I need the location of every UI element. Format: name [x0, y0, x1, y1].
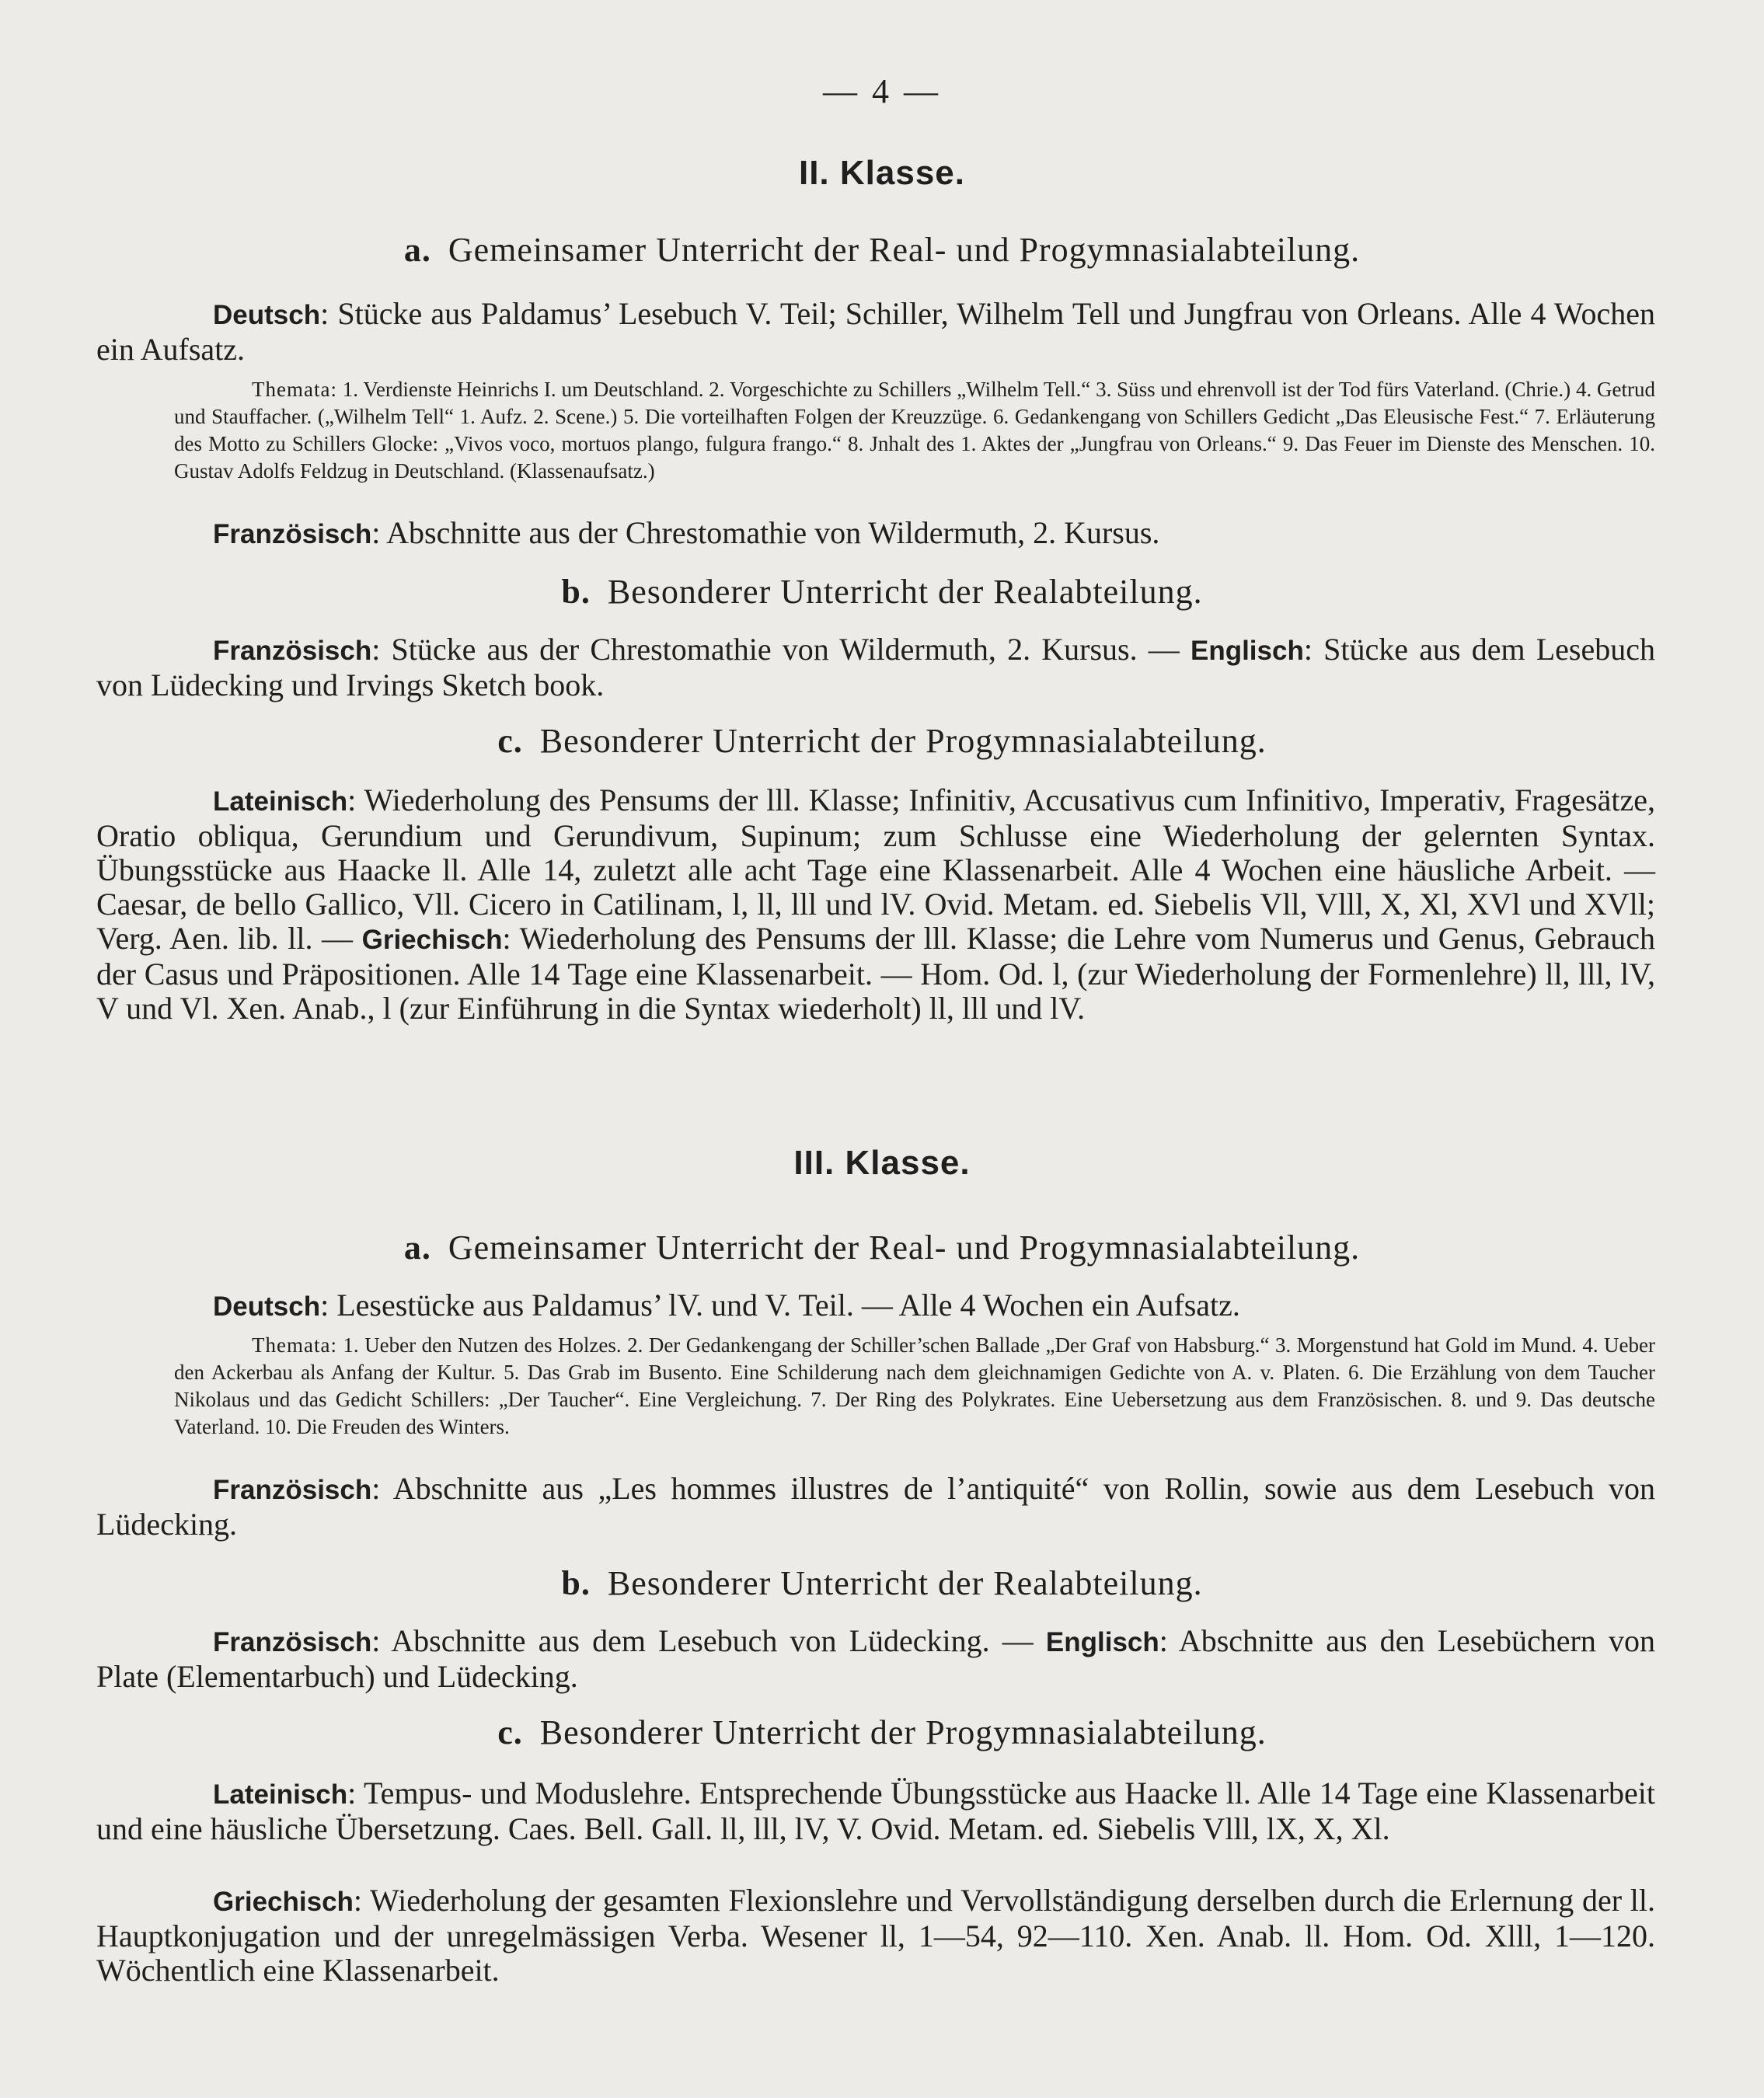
section-letter: c.: [497, 722, 523, 760]
themata-label: Themata:: [252, 1333, 337, 1357]
section-title: Gemeinsamer Unterricht der Real- und Progymnasialabteilung.: [448, 1228, 1361, 1267]
section-letter: a.: [403, 231, 431, 269]
class-3-deutsch-paragraph: [96, 1288, 1655, 1324]
class-2-themata-paragraph: [174, 376, 1655, 485]
subject-text: : Stücke aus der Chrestomathie von Wildermuth, 2. Kursus. —: [371, 632, 1191, 667]
subject-label-griechisch: Griechisch: [361, 925, 503, 955]
class-2-section-a-heading: [0, 230, 1764, 270]
section-title: Besonderer Unterricht der Realabteilung.: [607, 573, 1203, 611]
section-letter: b.: [561, 1564, 591, 1602]
subject-text: : Wiederholung der gesamten Flexionslehre und Vervollständigung derselben durch die Erlernung der ll. Hauptkonjugation und der unregelmässigen Verba. Wesener ll, 1—54, 92—110. Xen. Anab. ll. Hom. Od. Xlll, 1—120. Wöchentlich eine Klassenarbeit.: [96, 1883, 1655, 1988]
class-3-section-a-heading: [0, 1228, 1764, 1267]
subject-label-franzoesisch: Französisch: [213, 1475, 372, 1505]
subject-text: : Stücke aus dem Lesebuch von Lüdecking und Irvings Sketch book.: [96, 632, 1656, 702]
subject-label-deutsch: Deutsch: [213, 1291, 321, 1322]
class-3-section-c-heading: [0, 1713, 1764, 1752]
class-2-section-b-heading: [0, 572, 1764, 612]
section-title: Besonderer Unterricht der Progymnasialabteilung.: [539, 1713, 1267, 1751]
subject-text: : Abschnitte aus dem Lesebuch von Lüdecking. —: [371, 1623, 1046, 1658]
subject-label-franzoesisch: Französisch: [213, 636, 372, 666]
subject-text: : Abschnitte aus den Lesebüchern von Plate (Elementarbuch) und Lüdecking.: [96, 1623, 1655, 1694]
section-letter: a.: [403, 1228, 431, 1267]
class-3-heading: III. Klasse.: [793, 1144, 971, 1182]
page-number: — 4 —: [823, 72, 941, 110]
section-title: Besonderer Unterricht der Progymnasialabteilung.: [539, 722, 1267, 760]
themata-text: 1. Ueber den Nutzen des Holzes. 2. Der Gedankengang der Schiller’schen Ballade „Der Graf von Habsburg.“ 3. Morgenstund hat Gold im Mund. 4. Ueber den Ackerbau als Anfang der Kultur. 5. Das Grab im Busento. Eine Schilderung nach dem gleichnamigen Gedichte von A. v. Platen. 6. Die Erzählung von dem Taucher Nikolaus und das Gedicht Schillers: „Der Taucher“. Eine Vergleichung. 7. Der Ring des Polykrates. Eine Uebersetzung aus dem Französischen. 8. und 9. Das deutsche Vaterland. 10. Die Freuden des Winters.: [174, 1333, 1655, 1438]
subject-text: : Abschnitte aus „Les hommes illustres de l’antiquité“ von Rollin, sowie aus dem Lesebuch von Lüdecking.: [96, 1471, 1655, 1542]
subject-text: : Wiederholung des Pensums der lll. Klasse; Infinitiv, Accusativus cum Infinitivo, Imperativ, Fragesätze, Oratio obliqua, Gerundium und Gerundivum, Supinum; zum Schlusse eine Wiederholung der gelernten Syntax. Übungsstücke aus Haacke ll. Alle 14, zuletzt alle acht Tage eine Klassenarbeit. Alle 4 Wochen eine häusliche Arbeit. — Caesar, de bello Gallico, Vll. Cicero in Catilinam, l, ll, lll und lV. Ovid. Metam. ed. Siebelis Vll, Vlll, X, Xl, XVl und XVll; Verg. Aen. lib. ll. —: [96, 782, 1655, 956]
class-2-heading: II. Klasse.: [798, 154, 965, 192]
section-letter: c.: [497, 1713, 523, 1751]
themata-label: Themata:: [252, 378, 337, 401]
class-3-lateinisch-paragraph: [96, 1776, 1655, 1846]
class-3-griechisch-paragraph: [96, 1884, 1655, 1988]
subject-text: : Wiederholung des Pensums der lll. Klasse; die Lehre vom Numerus und Genus, Gebrauch der Casus und Präpositionen. Alle 14 Tage eine Klassenarbeit. — Hom. Od. l, (zur Wiederholung der Formenlehre) ll, lll, lV, V und Vl. Xen. Anab., l (zur Einführung in die Syntax wiederholt) ll, lll und lV.: [96, 921, 1655, 1026]
section-title: Gemeinsamer Unterricht der Real- und Progymnasialabteilung.: [448, 231, 1361, 269]
subject-label-lateinisch: Lateinisch: [213, 786, 348, 817]
class-2-deutsch-paragraph: [96, 297, 1655, 367]
subject-label-englisch: Englisch: [1045, 1627, 1159, 1657]
class-2-section-c-heading: [0, 721, 1764, 761]
class-3-franzoesisch-paragraph: [96, 1472, 1655, 1542]
section-letter: b.: [561, 573, 591, 611]
class-2-franzoesisch-paragraph: [96, 516, 1655, 552]
subject-label-griechisch: Griechisch: [213, 1887, 354, 1917]
subject-label-franzoesisch: Französisch: [213, 519, 372, 549]
subject-label-lateinisch: Lateinisch: [213, 1779, 348, 1810]
subject-text: : Tempus- und Moduslehre. Entsprechende Übungsstücke aus Haacke ll. Alle 14 Tage eine Klassenarbeit und eine häusliche Übersetzung. Caes. Bell. Gall. ll, lll, lV, V. Ovid. Metam. ed. Siebelis Vlll, lX, X, Xl.: [96, 1776, 1655, 1846]
section-title: Besonderer Unterricht der Realabteilung.: [607, 1564, 1203, 1602]
class-2-progymnasial-paragraph: [96, 783, 1655, 1026]
subject-text: : Stücke aus Paldamus’ Lesebuch V. Teil; Schiller, Wilhelm Tell und Jungfrau von Orleans. Alle 4 Wochen ein Aufsatz.: [96, 296, 1655, 367]
class-3-section-b-heading: [0, 1563, 1764, 1603]
class-2-real-paragraph: [96, 633, 1655, 702]
subject-text: : Lesestücke aus Paldamus’ lV. und V. Teil. — Alle 4 Wochen ein Aufsatz.: [320, 1288, 1240, 1323]
subject-label-franzoesisch: Französisch: [213, 1627, 372, 1657]
class-3-themata-paragraph: [174, 1332, 1655, 1441]
class-3-real-paragraph: [96, 1624, 1655, 1694]
subject-text: : Abschnitte aus der Chrestomathie von Wildermuth, 2. Kursus.: [371, 515, 1160, 550]
subject-label-deutsch: Deutsch: [213, 300, 321, 330]
themata-text: 1. Verdienste Heinrichs I. um Deutschland. 2. Vorgeschichte zu Schillers „Wilhelm Tell.“ 3. Süss und ehrenvoll ist der Tod fürs Vaterland. (Chrie.) 4. Getrud und Stauffacher. („Wilhelm Tell“ 1. Aufz. 2. Scene.) 5. Die vorteilhaften Folgen der Kreuzzüge. 6. Gedankengang von Schillers Gedicht „Das Eleusische Fest.“ 7. Erläuterung des Motto zu Schillers Glocke: „Vivos voco, mortuos plango, fulgura frango.“ 8. Jnhalt des 1. Aktes der „Jungfrau von Orleans.“ 9. Das Feuer im Dienste des Menschen. 10. Gustav Adolfs Feldzug in Deutschland. (Klassenaufsatz.): [174, 378, 1655, 483]
subject-label-englisch: Englisch: [1190, 636, 1304, 666]
